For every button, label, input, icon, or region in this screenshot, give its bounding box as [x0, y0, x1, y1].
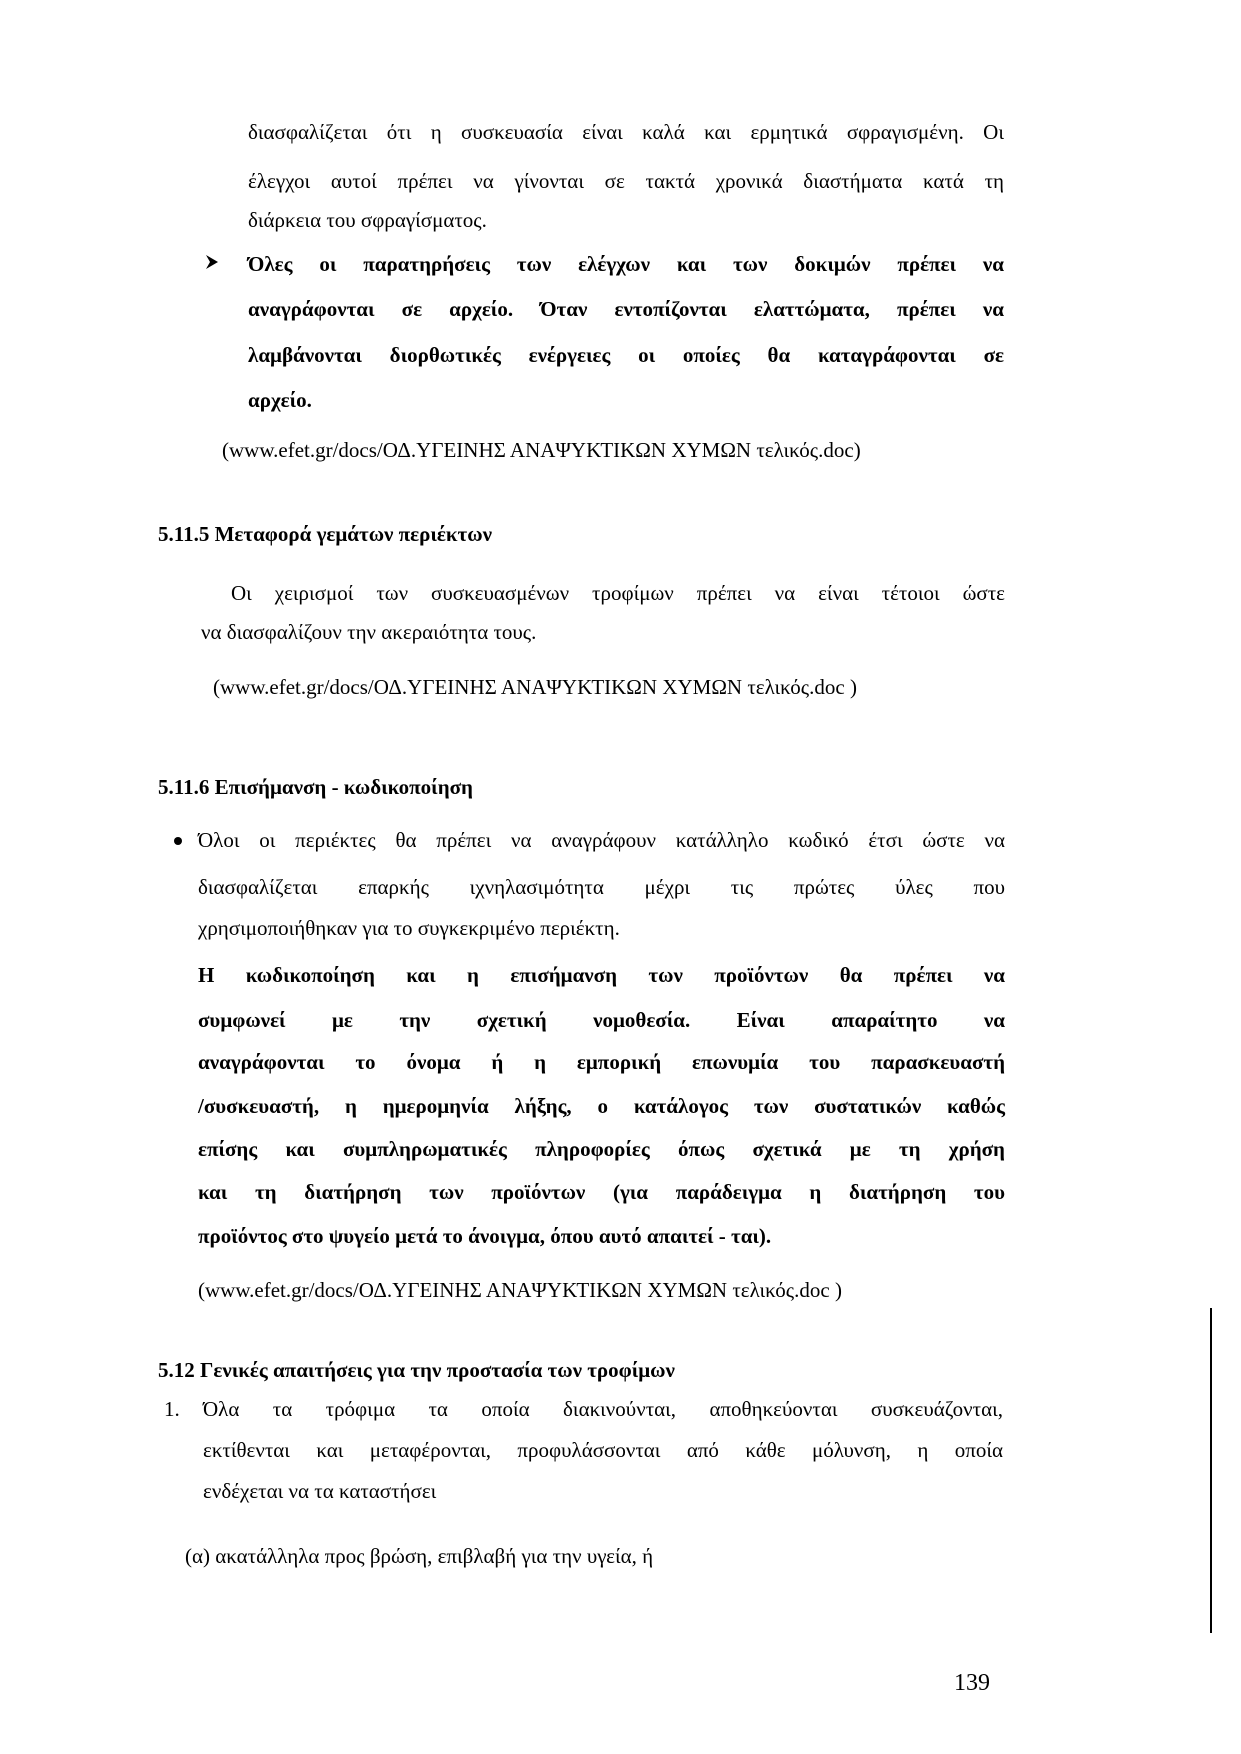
arrow-item-line-2: αναγράφονται σε αρχείο. Όταν εντοπίζονται ελαττώματα, πρέπει να	[248, 297, 1004, 321]
bold-line-5: επίσης και συμπληρωματικές πληροφορίες όπως σχετικά με τη χρήση	[198, 1137, 1005, 1161]
section-5-11-5-line-2: να διασφαλίζουν την ακεραιότητα τους.	[201, 620, 537, 644]
arrow-item-line-1: Όλες οι παρατηρήσεις των ελέγχων και των δοκιμών πρέπει να	[248, 252, 1004, 276]
bold-line-1: Η κωδικοποίηση και η επισήμανση των προϊόντων θα πρέπει να	[198, 963, 1005, 987]
arrow-item-line-3: λαμβάνονται διορθωτικές ενέργειες οι οποίες θα καταγράφονται σε	[248, 343, 1004, 367]
arrow-bullet-icon	[204, 254, 220, 270]
bold-line-3: αναγράφονται το όνομα ή η εμπορική επωνυμία του παρασκευαστή	[198, 1050, 1005, 1074]
intro-line-3: διάρκεια του σφραγίσματος.	[248, 208, 487, 232]
bullet-line-3: χρησιμοποιήθηκαν για το συγκεκριμένο περιέκτη.	[198, 916, 620, 940]
margin-rule	[1210, 1308, 1212, 1633]
bold-line-6: και τη διατήρηση των προϊόντων (για παράδειγμα η διατήρηση του	[198, 1180, 1005, 1204]
item-line-1: Όλα τα τρόφιμα τα οποία διακινούνται, αποθηκεύονται συσκευάζονται,	[203, 1397, 1003, 1421]
bold-line-2: συμφωνεί με την σχετική νομοθεσία. Είναι απαραίτητο να	[198, 1008, 1005, 1032]
reference-3: (www.efet.gr/docs/ΟΔ.ΥΓΕΙΝΗΣ ΑΝΑΨΥΚΤΙΚΩΝ ΧΥΜΩΝ τελικός.doc )	[198, 1278, 842, 1302]
heading-5-11-6: 5.11.6 Επισήμανση - κωδικοποίηση	[158, 775, 473, 799]
page-number: 139	[954, 1670, 990, 1696]
bold-line-7: προϊόντος στο ψυγείο μετά το άνοιγμα, όπου αυτό απαιτεί - ται).	[198, 1224, 772, 1248]
item-line-3: ενδέχεται να τα καταστήσει	[203, 1479, 437, 1503]
section-5-11-5-line-1: Οι χειρισμοί των συσκευασμένων τροφίμων πρέπει να είναι τέτοιοι ώστε	[231, 581, 1005, 605]
item-number: 1.	[164, 1397, 180, 1421]
bullet-line-2: διασφαλίζεται επαρκής ιχνηλασιμότητα μέχρι τις πρώτες ύλες που	[198, 875, 1005, 899]
bold-line-4: /συσκευαστή, η ημερομηνία λήξης, ο κατάλογος των συστατικών καθώς	[198, 1094, 1005, 1118]
intro-line-1: διασφαλίζεται ότι η συσκευασία είναι καλά και ερμητικά σφραγισμένη. Οι	[248, 120, 1004, 144]
reference-1: (www.efet.gr/docs/ΟΔ.ΥΓΕΙΝΗΣ ΑΝΑΨΥΚΤΙΚΩΝ ΧΥΜΩΝ τελικός.doc)	[222, 438, 861, 462]
intro-line-2: έλεγχοι αυτοί πρέπει να γίνονται σε τακτά χρονικά διαστήματα κατά τη	[248, 169, 1004, 193]
item-line-2: εκτίθενται και μεταφέρονται, προφυλάσσονται από κάθε μόλυνση, η οποία	[203, 1438, 1003, 1462]
bullet-line-1: Όλοι οι περιέκτες θα πρέπει να αναγράφουν κατάλληλο κωδικό έτσι ώστε να	[198, 828, 1005, 852]
reference-2: (www.efet.gr/docs/ΟΔ.ΥΓΕΙΝΗΣ ΑΝΑΨΥΚΤΙΚΩΝ ΧΥΜΩΝ τελικός.doc )	[213, 675, 857, 699]
arrow-item-line-4: αρχείο.	[248, 388, 312, 412]
heading-5-11-5: 5.11.5 Μεταφορά γεμάτων περιέκτων	[158, 522, 492, 546]
sub-item-a: (α) ακατάλληλα προς βρώση, επιβλαβή για την υγεία, ή	[185, 1544, 654, 1568]
heading-5-12: 5.12 Γενικές απαιτήσεις για την προστασία των τροφίμων	[158, 1358, 675, 1382]
bullet-dot-icon	[172, 835, 184, 847]
